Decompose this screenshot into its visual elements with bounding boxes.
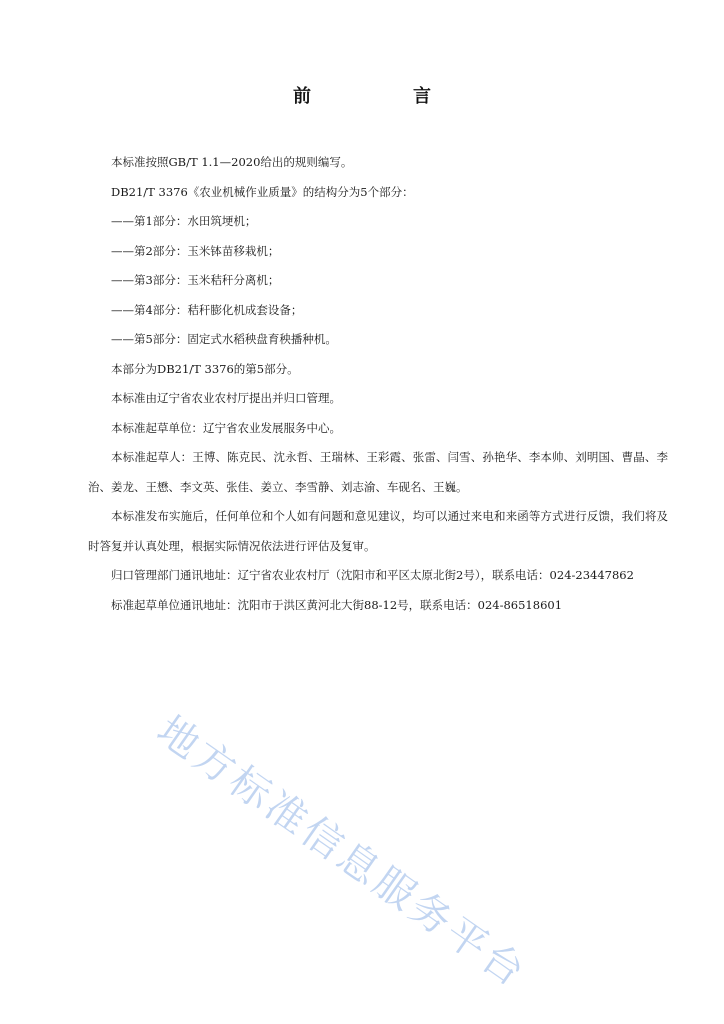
watermark-text: 地方标准信息服务平台: [148, 707, 536, 998]
paragraph-proposer: 本标准由辽宁省农业农村厅提出并归口管理。: [111, 391, 341, 405]
list-item-part-5: ——第5部分：固定式水稻秧盘育秧播种机。: [111, 332, 337, 346]
paragraph-part-number: 本部分为DB21/T 3376的第5部分。: [111, 361, 299, 376]
paragraph-structure: DB21/T 3376《农业机械作业质量》的结构分为5个部分：: [111, 184, 414, 199]
paragraph-feedback: 本标准发布实施后，任何单位和个人如有问题和意见建议，均可以通过来电和来函等方式进行反馈，我们将及时答复并认真处理，根据实际情况依法进行评估及复审。: [88, 509, 668, 553]
paragraph-drafting-unit: 本标准起草单位：辽宁省农业发展服务中心。: [111, 420, 341, 435]
page-title: 前 言: [293, 86, 473, 107]
list-item-part-1: ——第1部分：水田筑埂机；: [111, 214, 257, 228]
paragraph-drafter-address: 标准起草单位通讯地址：沈阳市于洪区黄河北大街88-12号，联系电话：024-86518601: [111, 597, 563, 612]
list-item-part-3: ——第3部分：玉米秸秆分离机；: [111, 273, 280, 287]
paragraph-drafting-rules: 本标准按照GB/T 1.1—2020给出的规则编写。: [111, 155, 353, 169]
paragraph-drafters: 本标准起草人：王博、陈克民、沈永哲、王瑞林、王彩霞、张雷、闫雪、孙艳华、李本帅、刘明国、曹晶、李治、姜龙、王懋、李文英、张佳、姜立、李雪静、刘志渝、车砚名、王巍。: [88, 450, 668, 494]
list-item-part-2: ——第2部分：玉米钵苗移栽机；: [111, 243, 280, 258]
list-item-part-4: ——第4部分：秸秆膨化机成套设备；: [111, 302, 303, 317]
document-body: [88, 148, 668, 620]
paragraph-authority-address: 归口管理部门通讯地址：辽宁省农业农村厅（沈阳市和平区太原北街2号），联系电话：024-23447862: [111, 568, 634, 582]
